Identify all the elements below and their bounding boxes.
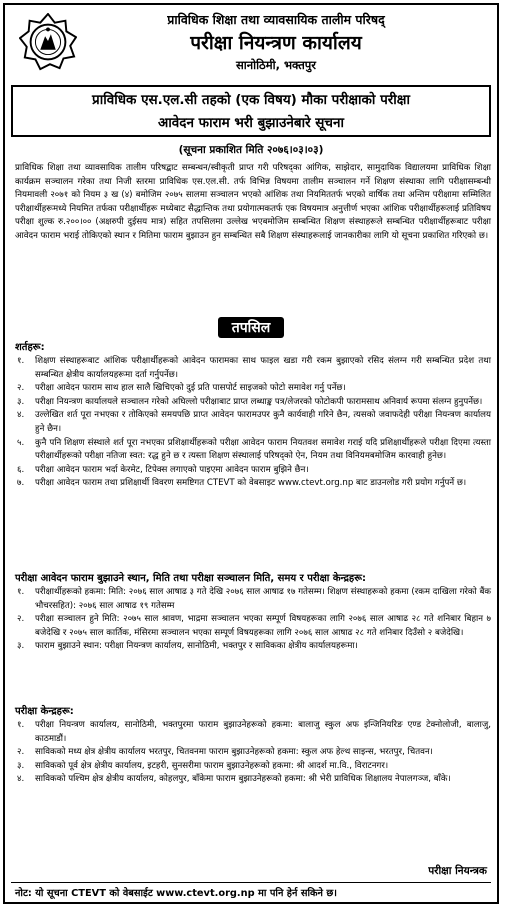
centers-title: परीक्षा केन्द्रहरू: — [15, 706, 74, 717]
schedule-item — [15, 613, 491, 640]
conditions-item — [15, 409, 491, 436]
schedule-item — [15, 640, 491, 654]
conditions-item — [15, 477, 491, 491]
header — [5, 9, 497, 81]
centers-item-number: २. — [17, 747, 25, 758]
centers-item — [15, 760, 491, 774]
schedule-title: परीक्षा आवेदन फाराम बुझाउने स्थान, मिति तथा परीक्षा सञ्चालन मिति, समय र परीक्षा केन्द्रहरू: — [15, 573, 367, 584]
notice-page — [3, 3, 499, 904]
tapasil-heading: तपसिल — [218, 317, 285, 338]
publication-date: (सूचना प्रकाशित मिति २०७६।०३।०३) — [178, 144, 324, 156]
signer-title: परीक्षा नियन्त्रक — [428, 865, 487, 877]
schedule-item — [15, 586, 491, 613]
conditions-item-number: ७. — [17, 478, 25, 489]
conditions-item — [15, 382, 491, 396]
conditions-item-number: ६. — [17, 464, 25, 475]
council-name: प्राविधिक शिक्षा तथा व्यावसायिक तालीम परिषद् — [167, 12, 385, 27]
footer-note: नोट: यो सूचना CTEVT को वेबसाईट www.ctevt.org.np मा पनि हेर्न सकिने छ। — [11, 882, 491, 902]
notice-title-banner — [11, 85, 491, 137]
conditions-item-text: परीक्षा आवेदन फाराम साथ हाल सालै खिचिएको दुई प्रति पासपोर्ट साइजको फोटो समावेश गर्नु पर्नेछ। — [35, 383, 346, 394]
centers-item-text: साविकको पश्चिम क्षेत्र क्षेत्रीय कार्यालय, कोहलपुर, बाँकेमा फाराम बुझाउनेहरूको हकमा: श्री भेरी प्राविधिक शिक्षालय नेपालगञ्ज, बाँके। — [35, 774, 451, 785]
notice-title-line-2: आवेदन फाराम भरी बुझाउनेबारे सूचना — [158, 115, 344, 131]
schedule-item-text: परीक्षा सञ्चालन हुने मिति: २०७५ साल श्रावण, भाद्रमा सञ्चालन भएका सम्पूर्ण विषयहरूका लागि २०७६ साल आषाढ २८ गते शनिबार बिहान ७ बजेदेखि र २०७५ साल कार्तिक, मंसिरमा सञ्चालन भएका सम्पूर्ण विषयहरूका लागि २०७६ साल आषाढ २८ गते शनिबार दिउँसो २ बजेदेखि। — [35, 614, 491, 638]
conditions-item-text: शिक्षण संस्थाहरूबाट आंशिक परीक्षार्थीहरूको आवेदन फारामका साथ फाइल खडा गरी रकम बुझाएको रसिद संलग्न गरी सम्बन्धित प्रदेश तथा सम्बन्धित क्षेत्रीय कार्यालयहरूमा दर्ता गर्नुपर्नेछ। — [35, 356, 491, 380]
intro-paragraph: प्राविधिक शिक्षा तथा व्यावसायिक तालीम परिषद्बाट सम्बन्धन/स्वीकृती प्राप्त गरी परिषद्का आंगिक, साझेदार, सामुदायिक विद्यालयमा प्राविधिक शिक्षा कार्यक्रम सञ्चालन गरेका तथा निजी स्तरमा प्राविधिक एस.एल.सी. तर्फ विभिन्न विषयमा तालीम सञ्चालन गर्ने शिक्षण संस्थाका लागि परीक्षासम्बन्धी नियमावली २०७१ को नियम ३ ख (४) बमोजिम २०७५ सालमा सञ्चालन भएको आंशिक तथा नियमिततर्फ भएको वार्षिक तथा अन्तिम परीक्षामा सम्मिलित परीक्षार्थीहरूमध्ये नियमित तर्फका परीक्षार्थीहरू मध्येबाट सैद्धान्तिक तथा प्रयोगात्मकतर्फ एक विषयमात्र अनुत्तीर्ण भएका आंशिक परीक्षार्थीहरूलाई प्रतिविषय परीक्षा शुल्क रु.२००।०० (अक्षरुपी दुईसय मात्र) सहित तपसिलमा उल्लेख भएबमोजिम सम्बन्धित शिक्षण संस्थाहरूले सम्बन्धित परीक्षार्थीहरूबाट परीक्षा आवेदन फाराम भराई तोकिएको स्थान र मितिमा फाराम बुझाउन हुन सम्बन्धित सबै शिक्षण संस्थाहरूलाई जानकारीका लागि यो सूचना प्रकाशित गरिएको छ। — [15, 163, 491, 241]
centers-item — [15, 746, 491, 760]
conditions-title: शर्तहरू: — [15, 342, 45, 353]
schedule-item-text: परीक्षार्थीहरूको हकमा: मिति: २०७६ साल आषाढ ३ गते देखि २०७६ साल आषाढ १७ गतेसम्म। शिक्षण संस्थाहरूको हकमा (रकम दाखिला गरेको बैंक भौचरसहित): २०७६ साल आषाढ १९ गतेसम्म — [35, 587, 491, 611]
conditions-item-number: ३. — [17, 396, 25, 407]
conditions-item — [15, 437, 491, 464]
schedule-item-number: १. — [17, 587, 25, 597]
conditions-item-number: २. — [17, 383, 25, 394]
conditions-item-number: ४. — [17, 410, 25, 421]
centers-item-text: परीक्षा नियन्त्रण कार्यालय, सानोठिमी, भक्तपुरमा फाराम बुझाउनेहरूको हकमा: बालाजु स्कुल अफ इन्जिनियरिङ एण्ड टेक्नोलोजी, बालाजु, काठमाडौं। — [35, 720, 491, 744]
centers-list — [15, 719, 491, 787]
conditions-item — [15, 396, 491, 410]
centers-item-number: १. — [17, 720, 25, 730]
conditions-list — [15, 355, 491, 491]
conditions-item-number: १. — [17, 356, 25, 366]
schedule-item-text: फाराम बुझाउने स्थान: परीक्षा नियन्त्रण कार्यालय, सानोठिमी, भक्तपुर र साविकका क्षेत्रीय कार्यालयहरूमा। — [35, 641, 358, 652]
conditions-item — [15, 355, 491, 382]
conditions-item-text: कुनै पनि शिक्षण संस्थाले शर्त पूरा नभएका प्रशिक्षार्थीहरूको परीक्षा आवेदन फाराम नियतवश समावेश गराई यदि प्रशिक्षार्थीहरूले परीक्षा दिएमा त्यस्ता परीक्षार्थीहरूको परीक्षा नतिजा स्वत: रद्ध हुने छ र त्यस्ता शिक्षण संस्थालाई परिषद्को ऐन, नियम तथा विनियमबमोजिम कारवाही हुनेछ। — [35, 437, 491, 462]
conditions-item-text: परीक्षा आवेदन फाराम भर्दा केरमेट, टिपेक्स लगाएको पाइएमा आवेदन फाराम बुझिने छैन। — [35, 464, 309, 475]
centers-item-number: ३. — [17, 760, 25, 771]
schedule-list — [15, 586, 491, 654]
conditions-item — [15, 464, 491, 478]
conditions-item-text: परीक्षा नियन्त्रण कार्यालयले सञ्चालन गरेको अघिल्लो परीक्षाबाट प्राप्त लब्धाङ्क पत्र/लेजरको फोटोकपी फारामसाथ अनिवार्य रूपमा संलग्न हुनुपर्नेछ। — [35, 396, 483, 407]
centers-item — [15, 719, 491, 746]
office-name: परीक्षा नियन्त्रण कार्यालय — [190, 32, 362, 54]
centers-item-number: ४. — [17, 774, 25, 785]
centers-item-text: साविकको मध्य क्षेत्र क्षेत्रीय कार्यालय भरतपुर, चितवनमा फाराम बुझाउनेहरूको हकमा: स्कुल अफ हेल्थ साइन्स, भरतपुर, चितवन। — [35, 747, 433, 758]
centers-item — [15, 773, 491, 787]
schedule-item-number: २. — [17, 614, 25, 625]
office-address: सानोठिमी, भक्तपुर — [235, 58, 317, 72]
conditions-item-text: परीक्षा आवेदन फाराम तथा प्रशिक्षार्थी विवरण समष्टिगत CTEVT को वेबसाइट www.ctevt.org.np बाट डाउनलोड गरी प्रयोग गर्नुपर्ने छ। — [35, 478, 467, 489]
schedule-item-number: ३. — [17, 641, 25, 652]
centers-item-text: साविकको पूर्व क्षेत्र क्षेत्रीय कार्यालय, इटहरी, सुनसरीमा फाराम बुझाउनेहरूको हकमा: श्री आदर्श मा.वि., विराटनगर। — [35, 760, 389, 771]
conditions-item-number: ५. — [17, 437, 25, 448]
tapasil-heading-wrap — [5, 317, 497, 338]
notice-title-line-1: प्राविधिक एस.एल.सी तहको (एक विषय) मौका परीक्षाको परीक्षा — [92, 92, 410, 108]
conditions-item-text: उल्लेखित शर्त पूरा नभएका र तोकिएको समयपछि प्राप्त आवेदन फारामउपर कुनै कार्यवाही गरिने छैन, त्यसको जवाफदेही परीक्षा नियन्त्रण कार्यालय हुने छैन। — [35, 410, 491, 434]
